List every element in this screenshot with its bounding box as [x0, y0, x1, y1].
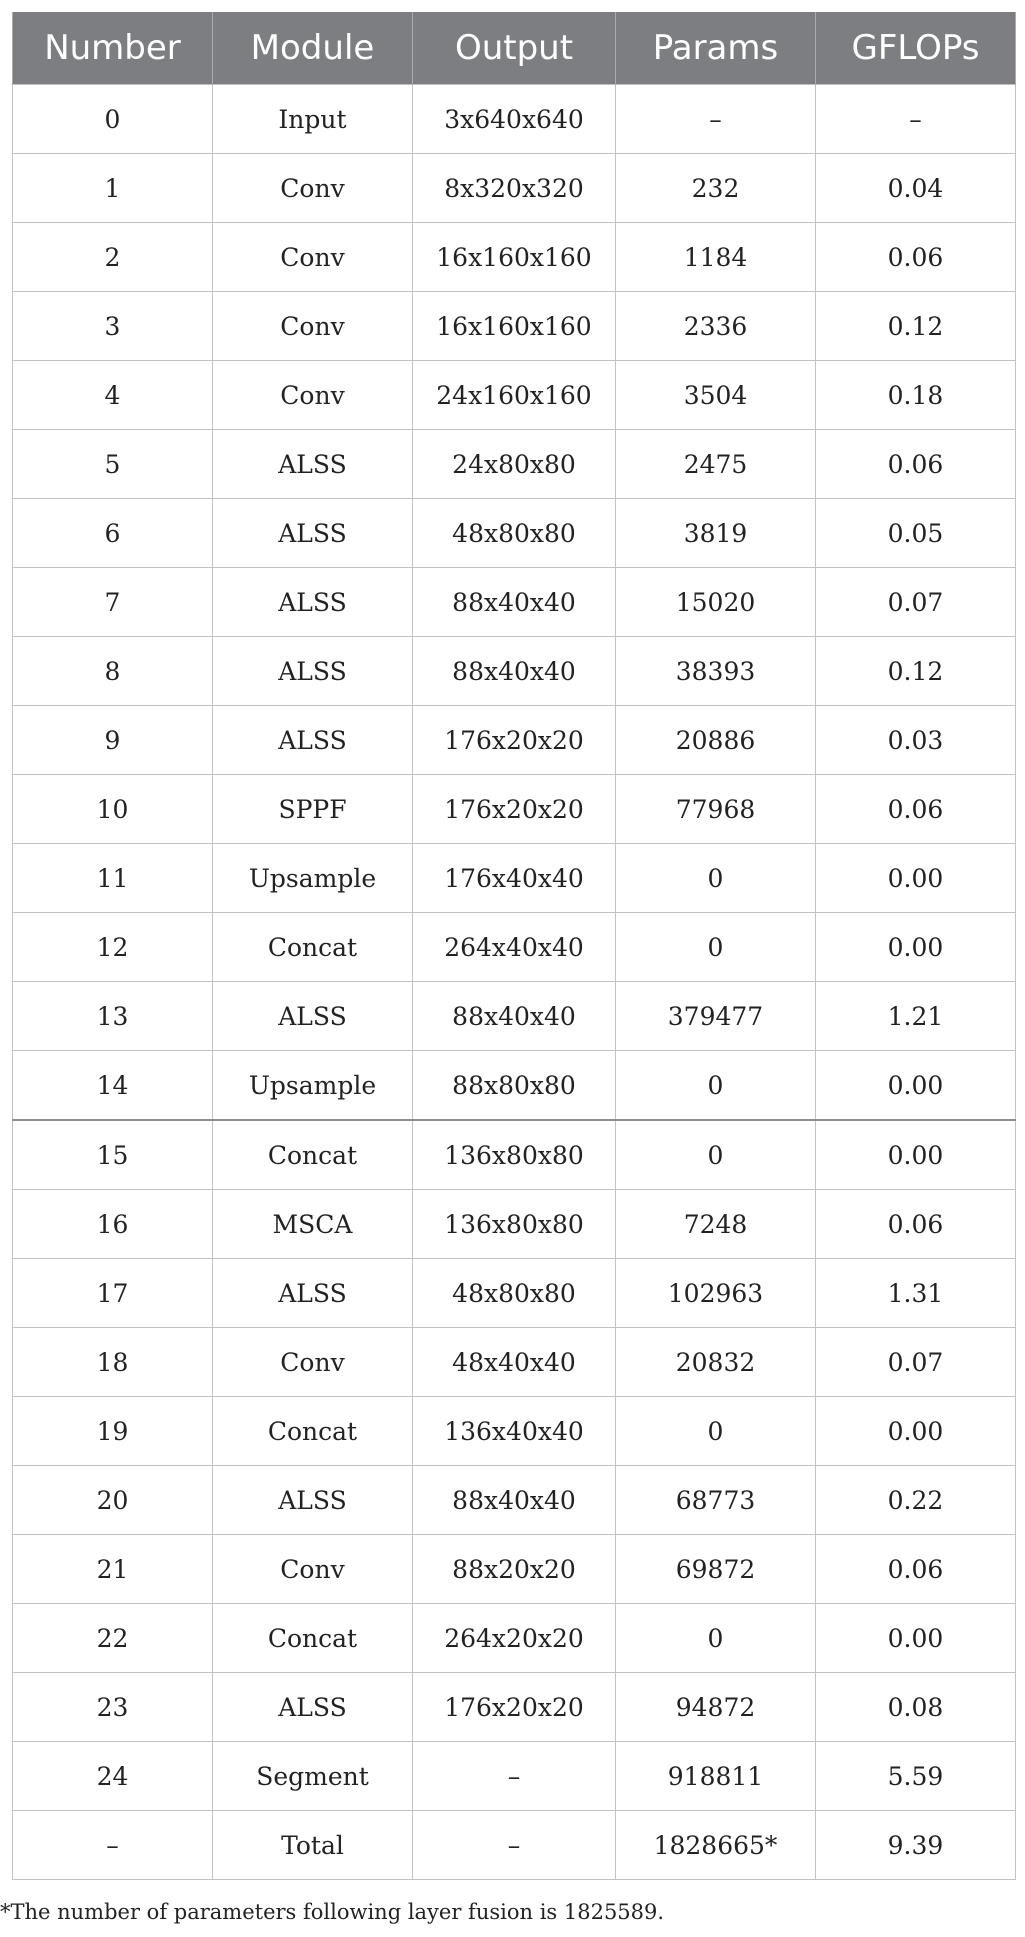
table-row	[13, 1673, 1016, 1742]
cell-output: 88x40x40	[413, 982, 616, 1051]
cell-params: 0	[616, 1051, 816, 1121]
cell-number: 2	[13, 223, 213, 292]
cell-params: 379477	[616, 982, 816, 1051]
table-row	[13, 1259, 1016, 1328]
table-body	[13, 85, 1016, 1880]
cell-params: 68773	[616, 1466, 816, 1535]
cell-gflops: 0.06	[816, 775, 1016, 844]
cell-gflops: 0.06	[816, 223, 1016, 292]
cell-number: 0	[13, 85, 213, 154]
cell-params: 0	[616, 1120, 816, 1190]
cell-output: 3x640x640	[413, 85, 616, 154]
table-row	[13, 1811, 1016, 1880]
layer-table	[12, 12, 1016, 1880]
cell-gflops: 0.06	[816, 430, 1016, 499]
cell-module: Total	[213, 1811, 413, 1880]
cell-number: 23	[13, 1673, 213, 1742]
cell-module: Concat	[213, 913, 413, 982]
cell-module: ALSS	[213, 1466, 413, 1535]
cell-module: ALSS	[213, 706, 413, 775]
cell-output: 176x20x20	[413, 706, 616, 775]
cell-number: 6	[13, 499, 213, 568]
cell-params: 38393	[616, 637, 816, 706]
cell-number: 24	[13, 1742, 213, 1811]
cell-number: 10	[13, 775, 213, 844]
cell-module: Conv	[213, 361, 413, 430]
header-output: Output	[413, 12, 616, 85]
cell-output: 48x80x80	[413, 499, 616, 568]
cell-gflops: 0.03	[816, 706, 1016, 775]
cell-params: –	[616, 85, 816, 154]
cell-output: 88x40x40	[413, 637, 616, 706]
table-row	[13, 1328, 1016, 1397]
table-row	[13, 292, 1016, 361]
cell-output: 176x20x20	[413, 775, 616, 844]
cell-number: 5	[13, 430, 213, 499]
cell-module: ALSS	[213, 430, 413, 499]
table-page	[12, 12, 1015, 1880]
cell-params: 20832	[616, 1328, 816, 1397]
cell-params: 2336	[616, 292, 816, 361]
table-row	[13, 1742, 1016, 1811]
cell-module: Upsample	[213, 844, 413, 913]
table-row	[13, 844, 1016, 913]
cell-output: –	[413, 1742, 616, 1811]
cell-number: 4	[13, 361, 213, 430]
table-row	[13, 223, 1016, 292]
cell-number: 22	[13, 1604, 213, 1673]
table-row	[13, 1535, 1016, 1604]
cell-output: 48x80x80	[413, 1259, 616, 1328]
cell-module: Conv	[213, 1328, 413, 1397]
cell-output: 88x20x20	[413, 1535, 616, 1604]
cell-output: 136x40x40	[413, 1397, 616, 1466]
table-row	[13, 430, 1016, 499]
cell-number: 9	[13, 706, 213, 775]
cell-params: 3504	[616, 361, 816, 430]
cell-output: 176x20x20	[413, 1673, 616, 1742]
cell-params: 2475	[616, 430, 816, 499]
cell-output: 264x20x20	[413, 1604, 616, 1673]
cell-output: 16x160x160	[413, 292, 616, 361]
cell-params: 0	[616, 1397, 816, 1466]
cell-gflops: 1.31	[816, 1259, 1016, 1328]
cell-gflops: 0.18	[816, 361, 1016, 430]
cell-number: 11	[13, 844, 213, 913]
cell-output: 88x40x40	[413, 568, 616, 637]
cell-module: Input	[213, 85, 413, 154]
header-row	[13, 12, 1016, 85]
cell-gflops: 5.59	[816, 1742, 1016, 1811]
table-row	[13, 499, 1016, 568]
table-row	[13, 1190, 1016, 1259]
cell-params: 0	[616, 913, 816, 982]
cell-gflops: 0.05	[816, 499, 1016, 568]
table-row	[13, 568, 1016, 637]
table-row	[13, 85, 1016, 154]
cell-gflops: 0.00	[816, 1604, 1016, 1673]
table-row	[13, 1466, 1016, 1535]
cell-params: 102963	[616, 1259, 816, 1328]
header-gflops: GFLOPs	[816, 12, 1016, 85]
cell-params: 232	[616, 154, 816, 223]
table-header	[13, 12, 1016, 85]
cell-number: –	[13, 1811, 213, 1880]
cell-output: 264x40x40	[413, 913, 616, 982]
table-row	[13, 637, 1016, 706]
table-row	[13, 982, 1016, 1051]
cell-module: Concat	[213, 1397, 413, 1466]
cell-output: 136x80x80	[413, 1120, 616, 1190]
cell-gflops: 0.06	[816, 1535, 1016, 1604]
cell-number: 21	[13, 1535, 213, 1604]
table-row	[13, 775, 1016, 844]
cell-output: 176x40x40	[413, 844, 616, 913]
cell-gflops: 0.04	[816, 154, 1016, 223]
table-row	[13, 361, 1016, 430]
cell-module: SPPF	[213, 775, 413, 844]
cell-gflops: 0.08	[816, 1673, 1016, 1742]
cell-output: 88x80x80	[413, 1051, 616, 1121]
cell-gflops: 0.00	[816, 913, 1016, 982]
cell-number: 8	[13, 637, 213, 706]
cell-module: Upsample	[213, 1051, 413, 1121]
cell-number: 12	[13, 913, 213, 982]
cell-number: 17	[13, 1259, 213, 1328]
cell-module: Concat	[213, 1120, 413, 1190]
cell-params: 15020	[616, 568, 816, 637]
cell-gflops: 0.00	[816, 844, 1016, 913]
cell-module: ALSS	[213, 1673, 413, 1742]
cell-gflops: 0.22	[816, 1466, 1016, 1535]
cell-gflops: 0.12	[816, 292, 1016, 361]
cell-gflops: 9.39	[816, 1811, 1016, 1880]
cell-output: 24x80x80	[413, 430, 616, 499]
cell-module: ALSS	[213, 982, 413, 1051]
cell-module: Concat	[213, 1604, 413, 1673]
cell-params: 3819	[616, 499, 816, 568]
cell-number: 3	[13, 292, 213, 361]
cell-output: 136x80x80	[413, 1190, 616, 1259]
cell-gflops: 0.06	[816, 1190, 1016, 1259]
cell-module: MSCA	[213, 1190, 413, 1259]
cell-gflops: 0.12	[816, 637, 1016, 706]
cell-gflops: 0.07	[816, 1328, 1016, 1397]
cell-output: 24x160x160	[413, 361, 616, 430]
header-module: Module	[213, 12, 413, 85]
cell-output: 48x40x40	[413, 1328, 616, 1397]
cell-module: ALSS	[213, 1259, 413, 1328]
table-row	[13, 1397, 1016, 1466]
cell-output: 16x160x160	[413, 223, 616, 292]
cell-gflops: 1.21	[816, 982, 1016, 1051]
cell-gflops: 0.00	[816, 1397, 1016, 1466]
cell-number: 13	[13, 982, 213, 1051]
cell-output: 88x40x40	[413, 1466, 616, 1535]
cell-module: ALSS	[213, 568, 413, 637]
cell-number: 14	[13, 1051, 213, 1121]
cell-params: 7248	[616, 1190, 816, 1259]
cell-output: 8x320x320	[413, 154, 616, 223]
cell-params: 94872	[616, 1673, 816, 1742]
cell-module: ALSS	[213, 637, 413, 706]
table-row	[13, 706, 1016, 775]
cell-params: 1828665*	[616, 1811, 816, 1880]
cell-params: 0	[616, 844, 816, 913]
cell-params: 20886	[616, 706, 816, 775]
cell-output: –	[413, 1811, 616, 1880]
cell-number: 1	[13, 154, 213, 223]
cell-params: 69872	[616, 1535, 816, 1604]
footnote: *The number of parameters following layer fusion is 1825589.	[0, 1900, 665, 1924]
cell-gflops: 0.00	[816, 1051, 1016, 1121]
cell-params: 0	[616, 1604, 816, 1673]
cell-number: 18	[13, 1328, 213, 1397]
cell-params: 1184	[616, 223, 816, 292]
table-row	[13, 1604, 1016, 1673]
cell-params: 77968	[616, 775, 816, 844]
cell-module: ALSS	[213, 499, 413, 568]
cell-number: 16	[13, 1190, 213, 1259]
header-number: Number	[13, 12, 213, 85]
cell-params: 918811	[616, 1742, 816, 1811]
table-row	[13, 1120, 1016, 1190]
cell-number: 19	[13, 1397, 213, 1466]
cell-module: Conv	[213, 292, 413, 361]
table-row	[13, 913, 1016, 982]
cell-number: 7	[13, 568, 213, 637]
cell-number: 15	[13, 1120, 213, 1190]
cell-gflops: 0.00	[816, 1120, 1016, 1190]
table-row	[13, 1051, 1016, 1121]
header-params: Params	[616, 12, 816, 85]
cell-module: Segment	[213, 1742, 413, 1811]
cell-module: Conv	[213, 1535, 413, 1604]
cell-gflops: 0.07	[816, 568, 1016, 637]
table-row	[13, 154, 1016, 223]
cell-number: 20	[13, 1466, 213, 1535]
cell-gflops: –	[816, 85, 1016, 154]
cell-module: Conv	[213, 223, 413, 292]
cell-module: Conv	[213, 154, 413, 223]
